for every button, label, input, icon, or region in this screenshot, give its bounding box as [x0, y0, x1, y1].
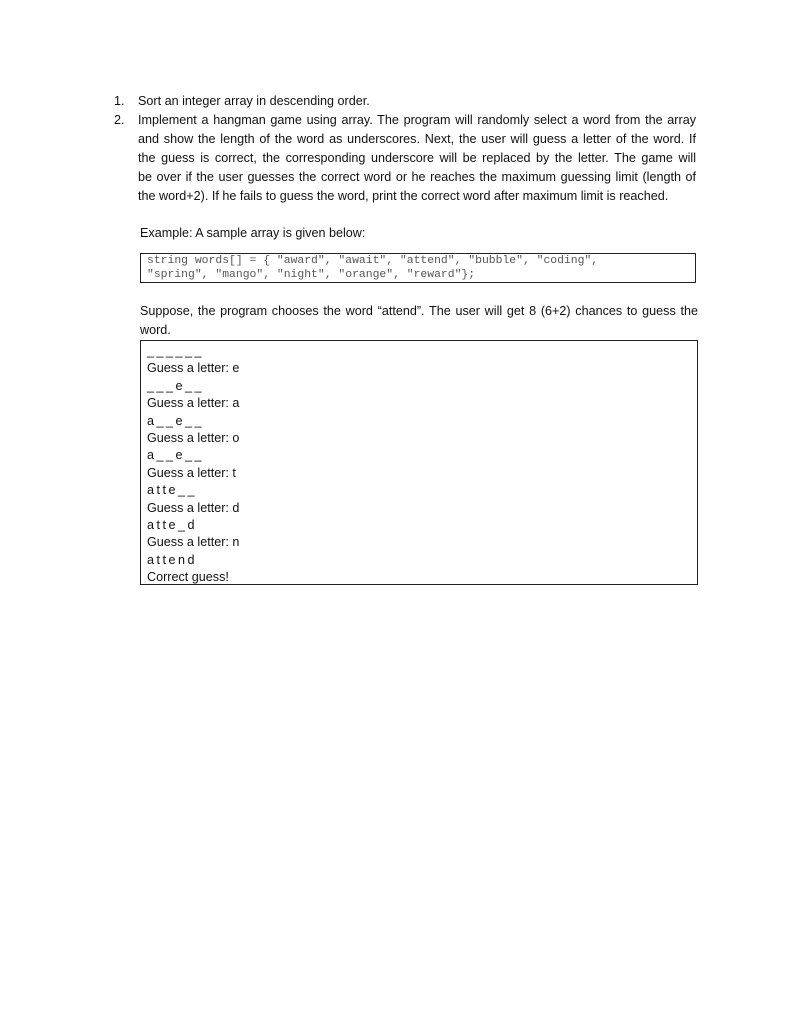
output-line: atte__ — [147, 483, 198, 498]
output-line: Guess a letter: n — [147, 535, 240, 550]
suppose-line: Suppose, the program chooses the word “attend”. The user will get 8 (6+2) chances to guess the — [140, 304, 698, 318]
task-text — [138, 111, 696, 206]
output-line: Correct guess! — [147, 570, 229, 585]
output-line: ______ — [147, 344, 205, 358]
output-line: Guess a letter: a — [147, 396, 240, 411]
output-line: Guess a letter: o — [147, 431, 240, 446]
output-line: Guess a letter: e — [147, 361, 240, 376]
output-line: atte_d — [147, 518, 198, 533]
code-line: string words[] = { "award", "await", "attend", "bubble", "coding", — [147, 255, 599, 267]
sample-output-box — [140, 340, 698, 585]
task-number: 1. — [114, 94, 125, 108]
task-line: Implement a hangman game using array. The program will randomly select a word from the array — [138, 113, 696, 127]
task-text — [138, 92, 370, 111]
output-line: Guess a letter: t — [147, 465, 236, 480]
task-line: the guess is correct, the corresponding underscore will be replaced by the letter. The game will — [138, 151, 696, 165]
suppose-line: word. — [140, 323, 171, 337]
output-line: a__e__ — [147, 448, 205, 463]
output-line: ___e__ — [147, 378, 205, 393]
code-block — [140, 253, 696, 283]
example-intro: Example: A sample array is given below: — [140, 226, 366, 240]
task-number: 2. — [114, 113, 125, 127]
task-line: be over if the user guesses the correct word or he reaches the maximum guessing limit (length of — [138, 170, 696, 184]
code-line: "spring", "mango", "night", "orange", "reward"}; — [147, 268, 476, 281]
output-line: attend — [147, 552, 198, 567]
output-line: Guess a letter: d — [147, 500, 240, 515]
output-line: a__e__ — [147, 413, 205, 428]
task-line: the word+2). If he fails to guess the word, print the correct word after maximum limit is reached. — [138, 189, 669, 203]
suppose-paragraph — [140, 302, 698, 340]
task-line: and show the length of the word as underscores. Next, the user will guess a letter of the word. If — [138, 132, 696, 146]
task-line: Sort an integer array in descending order. — [138, 94, 370, 108]
